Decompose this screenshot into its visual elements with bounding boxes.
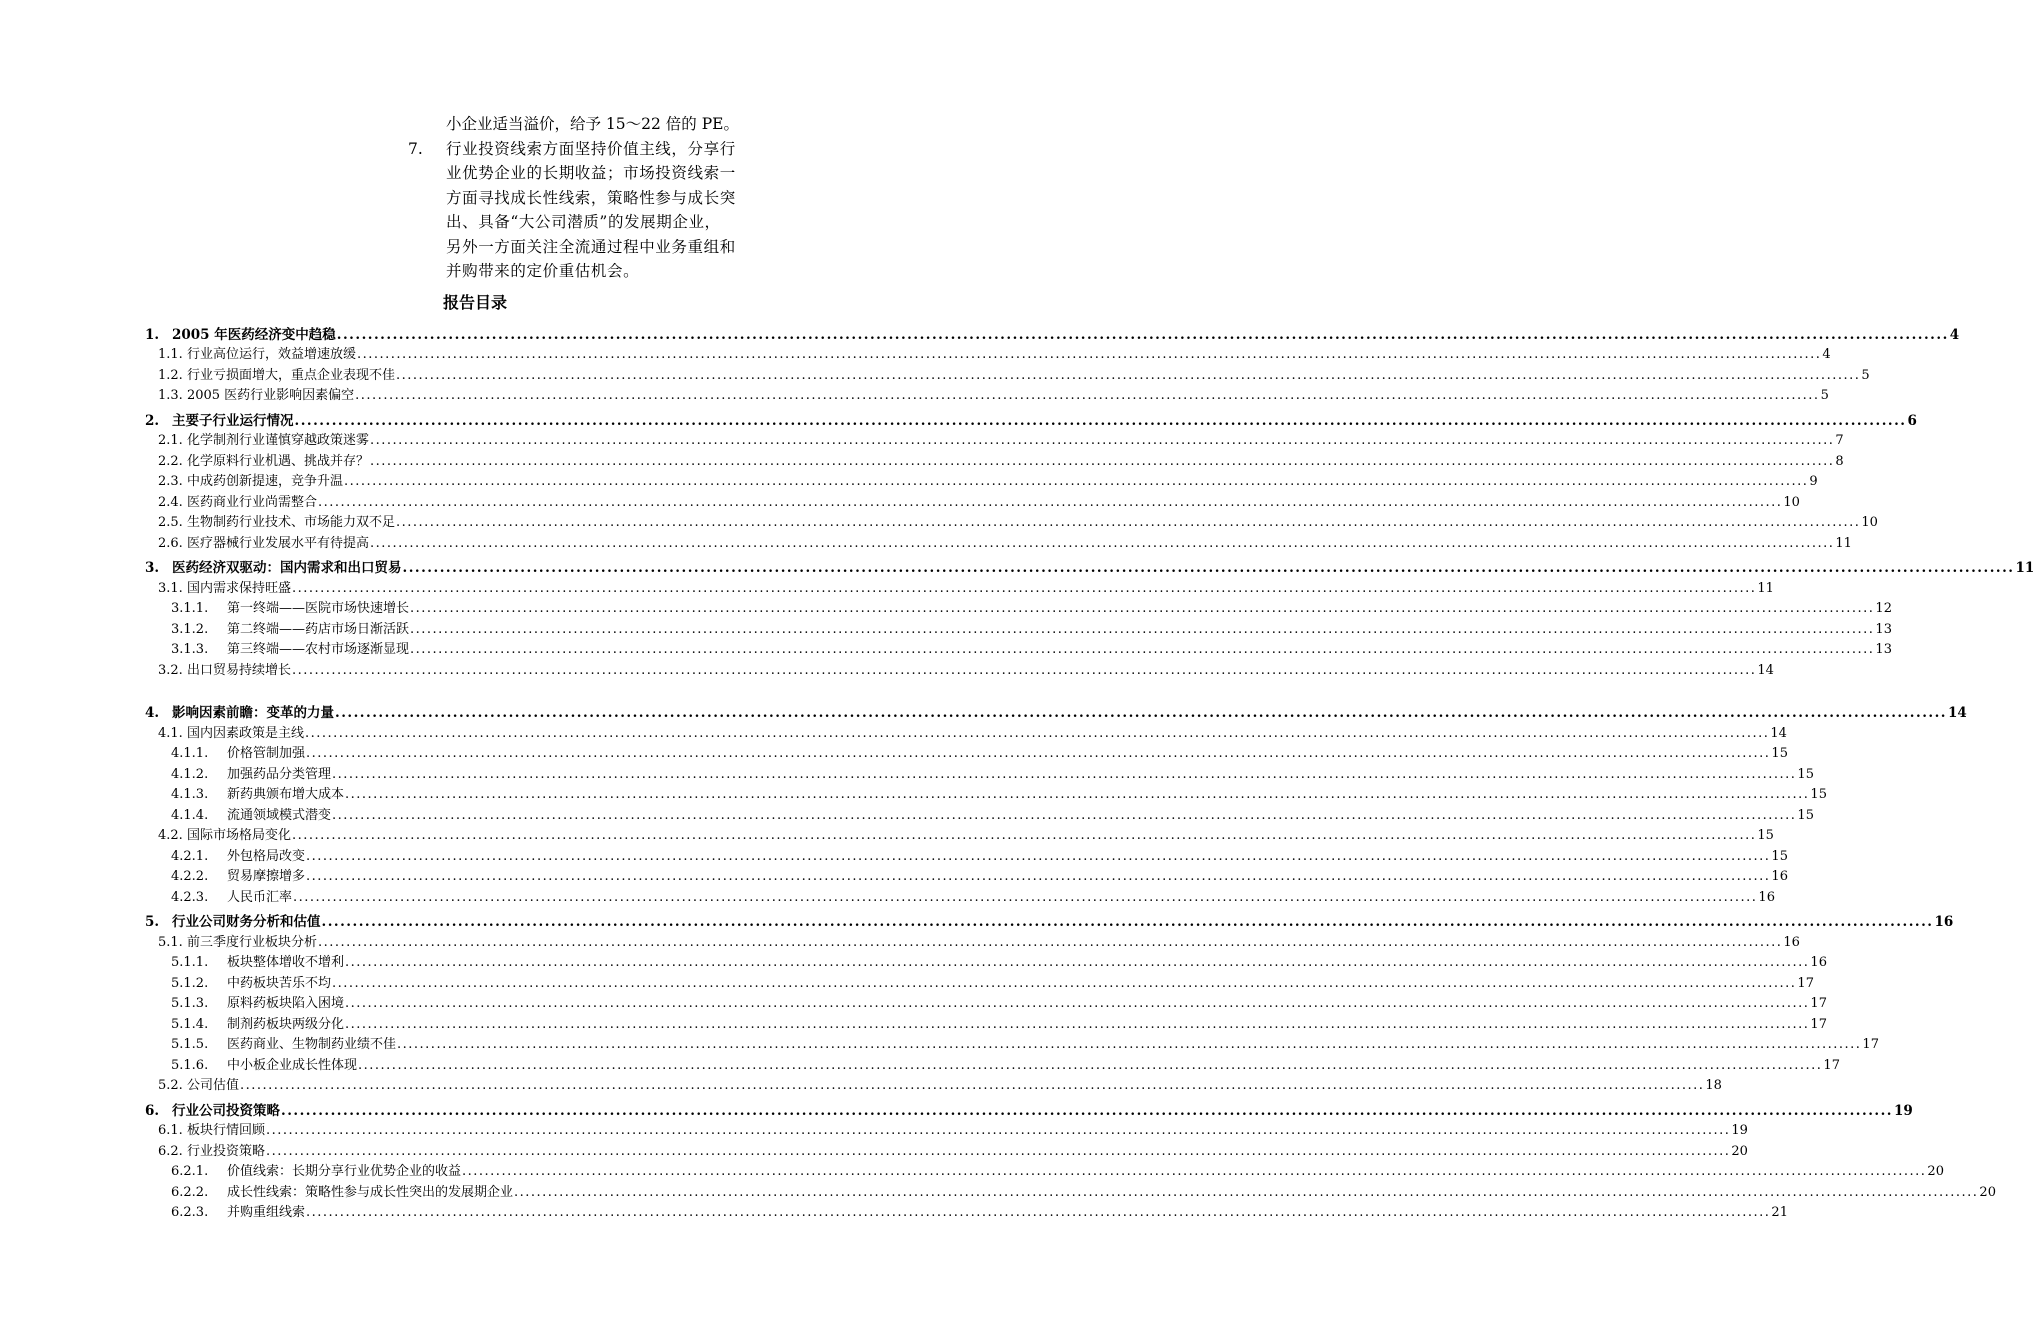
toc-page-number: 5 — [1820, 388, 1829, 403]
toc-subsubsection-entry[interactable] — [145, 617, 1892, 638]
toc-subsubsection-entry[interactable] — [145, 1160, 1944, 1181]
toc-entry-number: 6.2.2. — [171, 1184, 209, 1200]
toc-page-number: 17 — [1797, 975, 1814, 991]
toc-subsection-entry[interactable] — [145, 658, 1774, 679]
toc-page-number: 15 — [1757, 828, 1774, 843]
toc-page-number: 15 — [1797, 807, 1814, 823]
toc-leader-dots: .................................................................................................................................................................................................................................................................... — [410, 601, 1875, 616]
toc-leader-dots: .................................................................................................................................................................................................................................................................... — [317, 934, 1783, 950]
toc-page-number: 15 — [1771, 746, 1788, 761]
toc-entry-number: 6.2.1. — [171, 1164, 209, 1179]
toc-page-number: 11 — [1835, 535, 1852, 551]
toc-subsubsection-entry[interactable] — [145, 971, 1814, 992]
toc-subsubsection-entry[interactable] — [145, 597, 1892, 618]
toc-page-number: 20 — [1927, 1164, 1944, 1179]
toc-leader-dots: .................................................................................................................................................................................................................................................................... — [343, 474, 1809, 489]
toc-entry-title: 2005 年医药经济变中趋稳 — [172, 326, 336, 343]
toc-subsubsection-entry[interactable] — [145, 992, 1827, 1013]
toc-subsection-entry[interactable] — [145, 470, 1818, 491]
intro-item-line: 行业投资线索方面坚持价值主线，分享行 — [446, 139, 736, 158]
toc-subsubsection-entry[interactable] — [145, 1053, 1840, 1074]
intro-item-body — [446, 137, 808, 284]
toc-entry-number: 4. — [145, 705, 160, 721]
toc-entry-title: 第一终端——医院市场快速增长 — [227, 601, 410, 616]
toc-leader-dots: .................................................................................................................................................................................................................................................................... — [291, 580, 1757, 596]
toc-leader-dots: .................................................................................................................................................................................................................................................................... — [332, 807, 1797, 823]
toc-leader-dots: .................................................................................................................................................................................................................................................................... — [395, 515, 1861, 530]
toc-page-number: 13 — [1875, 642, 1892, 657]
toc-page-number: 10 — [1783, 494, 1800, 510]
toc-entry-title: 2.4. 医药商业行业尚需整合 — [158, 494, 317, 510]
toc-subsubsection-entry[interactable] — [145, 865, 1788, 886]
toc-subsection-entry[interactable] — [145, 449, 1844, 470]
toc-entry-title: 成长性线索：策略性参与成长性突出的发展期企业 — [227, 1184, 514, 1200]
toc-leader-dots: .................................................................................................................................................................................................................................................................... — [306, 848, 1771, 864]
toc-page-number: 11 — [2015, 560, 2034, 576]
toc-subsubsection-entry[interactable] — [145, 1033, 1879, 1054]
toc-leader-dots: .................................................................................................................................................................................................................................................................... — [514, 1184, 1979, 1200]
toc-entry-title: 影响因素前瞻：变革的力量 — [172, 705, 334, 721]
toc-entry-title: 板块整体增收不增利 — [227, 955, 345, 970]
toc-entry-title: 医药经济双驱动：国内需求和出口贸易 — [172, 560, 402, 576]
toc-leader-dots: .................................................................................................................................................................................................................................................................... — [306, 1205, 1771, 1220]
toc-page-number: 16 — [1771, 869, 1788, 884]
toc-page-number: 17 — [1862, 1037, 1879, 1052]
toc-page-number: 17 — [1810, 996, 1827, 1011]
toc-entry-number: 5.1.4. — [171, 1016, 209, 1032]
intro-item-number: 7. — [408, 139, 423, 158]
toc-leader-dots: .................................................................................................................................................................................................................................................................... — [395, 367, 1861, 383]
toc-subsubsection-entry[interactable] — [145, 885, 1775, 906]
toc-subsection-entry[interactable] — [145, 384, 1829, 405]
toc-page-number: 15 — [1771, 848, 1788, 864]
toc-entry-title: 价格管制加强 — [227, 746, 306, 761]
toc-leader-dots: .................................................................................................................................................................................................................................................................... — [281, 1102, 1893, 1119]
toc-leader-dots: .................................................................................................................................................................................................................................................................... — [410, 642, 1875, 657]
toc-leader-dots: .................................................................................................................................................................................................................................................................... — [332, 766, 1797, 782]
toc-page-number: 12 — [1875, 601, 1892, 616]
toc-entry-title: 4.2. 国际市场格局变化 — [158, 828, 291, 843]
toc-entry-title: 制剂药板块两级分化 — [227, 1016, 345, 1032]
toc-leader-dots: .................................................................................................................................................................................................................................................................... — [306, 869, 1771, 884]
toc-page-number: 21 — [1771, 1205, 1788, 1220]
toc-entry-number: 3.1.1. — [171, 601, 209, 616]
toc-entry-number: 4.1.1. — [171, 746, 209, 761]
toc-subsubsection-entry[interactable] — [145, 1012, 1827, 1033]
toc-entry-title: 贸易摩擦增多 — [227, 869, 306, 884]
toc-entry-number: 4.1.3. — [171, 787, 209, 802]
toc-entry-number: 2. — [145, 412, 160, 429]
toc-entry-number: 4.2.3. — [171, 889, 209, 905]
toc-entry-title: 中小板企业成长性体现 — [227, 1057, 358, 1073]
toc-entry-title: 医药商业、生物制药业绩不佳 — [227, 1037, 397, 1052]
toc-entry-number: 3. — [145, 560, 160, 576]
toc-section-heading[interactable] — [145, 556, 2034, 577]
toc-subsection-entry[interactable] — [145, 511, 1878, 532]
toc-entry-title: 并购重组线索 — [227, 1205, 306, 1220]
toc-leader-dots: .................................................................................................................................................................................................................................................................... — [462, 1164, 1927, 1179]
toc-page-number: 4 — [1949, 326, 1960, 343]
toc-leader-dots: .................................................................................................................................................................................................................................................................... — [345, 955, 1810, 970]
toc-entry-title: 3.2. 出口贸易持续增长 — [158, 662, 291, 678]
intro-item-line: 方面寻找成长性线索，策略性参与成长突 — [446, 188, 736, 207]
toc-entry-title: 第三终端——农村市场逐渐显现 — [227, 642, 410, 657]
toc-entry-title: 6.2. 行业投资策略 — [158, 1143, 265, 1159]
toc-leader-dots: .................................................................................................................................................................................................................................................................... — [356, 347, 1822, 362]
toc-entry-title: 5.2. 公司估值 — [158, 1078, 239, 1093]
toc-entry-title: 加强药品分类管理 — [227, 766, 332, 782]
toc-entry-title: 2.6. 医疗器械行业发展水平有待提高 — [158, 535, 369, 551]
toc-subsubsection-entry[interactable] — [145, 844, 1788, 865]
toc-entry-title: 价值线索：长期分享行业优势企业的收益 — [227, 1164, 462, 1179]
toc-page-number: 16 — [1934, 914, 1954, 930]
toc-subsection-entry[interactable] — [145, 576, 1774, 597]
toc-entry-title: 6.1. 板块行情回顾 — [158, 1123, 265, 1138]
toc-page-number: 10 — [1861, 515, 1878, 530]
toc-leader-dots: .................................................................................................................................................................................................................................................................... — [369, 535, 1835, 551]
toc-subsection-entry[interactable] — [145, 1139, 1748, 1160]
toc-entry-number: 6.2.3. — [171, 1205, 209, 1220]
toc-leader-dots: .................................................................................................................................................................................................................................................................... — [304, 725, 1770, 741]
toc-leader-dots: .................................................................................................................................................................................................................................................................... — [265, 1123, 1731, 1138]
toc-page-number: 7 — [1835, 433, 1844, 448]
toc-subsection-entry[interactable] — [145, 721, 1787, 742]
toc-subsection-entry[interactable] — [145, 490, 1800, 511]
toc-subsubsection-entry[interactable] — [145, 742, 1788, 763]
toc-page-number: 15 — [1810, 787, 1827, 802]
toc-entry-number: 3.1.2. — [171, 621, 209, 637]
toc-leader-dots: .................................................................................................................................................................................................................................................................... — [355, 388, 1820, 403]
toc-subsubsection-entry[interactable] — [145, 762, 1814, 783]
intro-text — [408, 112, 808, 284]
toc-entry-number: 4.1.4. — [171, 807, 209, 823]
toc-leader-dots: .................................................................................................................................................................................................................................................................... — [397, 1037, 1862, 1052]
toc-page-number: 19 — [1731, 1123, 1748, 1138]
toc-entry-number: 1. — [145, 326, 160, 343]
toc-page-number: 14 — [1757, 662, 1774, 678]
toc-entry-number: 3.1.3. — [171, 642, 209, 657]
toc-page-number: 15 — [1797, 766, 1814, 782]
toc-section-heading[interactable] — [145, 408, 1917, 429]
intro-item-line: 出、具备“大公司潜质”的发展期企业， — [446, 213, 721, 231]
toc-entry-number: 5. — [145, 914, 160, 930]
toc-subsection-entry[interactable] — [145, 531, 1852, 552]
toc-entry-number: 4.2.2. — [171, 869, 209, 884]
toc-page-number: 14 — [1948, 705, 1967, 721]
toc-subsubsection-entry[interactable] — [145, 951, 1827, 972]
toc-entry-title: 1.1. 行业高位运行，效益增速放缓 — [158, 347, 356, 362]
toc-page-number: 16 — [1758, 889, 1775, 905]
intro-item-line: 并购带来的定价重估机会。 — [446, 262, 640, 280]
toc-leader-dots: .................................................................................................................................................................................................................................................................... — [293, 889, 1758, 905]
toc-leader-dots: .................................................................................................................................................................................................................................................................... — [336, 326, 1949, 343]
toc-leader-dots: .................................................................................................................................................................................................................................................................... — [332, 975, 1797, 991]
toc-entry-number: 5.1.3. — [171, 996, 209, 1011]
toc-entry-title: 行业公司财务分析和估值 — [172, 914, 321, 930]
toc-entry-title: 1.2. 行业亏损面增大，重点企业表现不佳 — [158, 367, 395, 383]
toc-entry-title: 中药板块苦乐不均 — [227, 975, 332, 991]
toc-subsubsection-entry[interactable] — [145, 1180, 1996, 1201]
toc-leader-dots: .................................................................................................................................................................................................................................................................... — [306, 746, 1771, 761]
toc-section-heading[interactable] — [145, 1098, 1913, 1119]
toc-leader-dots: .................................................................................................................................................................................................................................................................... — [345, 787, 1810, 802]
toc-page-number: 8 — [1835, 453, 1844, 469]
intro-item-7 — [408, 137, 808, 284]
toc-entry-title: 行业公司投资策略 — [172, 1102, 280, 1119]
toc-entry-title: 外包格局改变 — [227, 848, 306, 864]
toc-leader-dots: .................................................................................................................................................................................................................................................................... — [265, 1143, 1731, 1159]
toc-entry-title: 4.1. 国内因素政策是主线 — [158, 725, 304, 741]
toc-page-number: 11 — [1757, 580, 1774, 596]
toc-page-number: 17 — [1823, 1057, 1840, 1073]
toc-section-heading[interactable] — [145, 322, 1960, 343]
toc-entry-title: 2.1. 化学制剂行业谨慎穿越政策迷雾 — [158, 433, 369, 448]
toc-leader-dots: .................................................................................................................................................................................................................................................................... — [345, 996, 1810, 1011]
intro-item-line: 另外一方面关注全流通过程中业务重组和 — [446, 237, 736, 256]
toc-subsubsection-entry[interactable] — [145, 803, 1814, 824]
toc-entry-title: 主要子行业运行情况 — [172, 412, 294, 429]
toc-page-number: 16 — [1810, 955, 1827, 970]
toc-subsubsection-entry[interactable] — [145, 1201, 1788, 1222]
toc-leader-dots: .................................................................................................................................................................................................................................................................... — [317, 494, 1783, 510]
toc-entry-number: 5.1.5. — [171, 1037, 209, 1052]
toc-entry-title: 流通领域模式潜变 — [227, 807, 332, 823]
toc-section-heading[interactable] — [145, 701, 1967, 722]
toc-page-number: 14 — [1770, 725, 1787, 741]
toc-page-number: 5 — [1861, 367, 1870, 383]
toc-entry-number: 6. — [145, 1102, 160, 1119]
toc-page-number: 13 — [1875, 621, 1892, 637]
toc-subsection-entry[interactable] — [145, 343, 1831, 364]
toc-subsubsection-entry[interactable] — [145, 783, 1827, 804]
toc-entry-title: 2.2. 化学原料行业机遇、挑战并存？ — [158, 453, 369, 469]
toc-entry-title: 原料药板块陷入困境 — [227, 996, 345, 1011]
toc-section-heading[interactable] — [145, 910, 1954, 931]
toc-leader-dots: .................................................................................................................................................................................................................................................................... — [321, 914, 1934, 930]
toc-entry-title: 2.5. 生物制药行业技术、市场能力双不足 — [158, 515, 395, 530]
toc-entry-title: 3.1. 国内需求保持旺盛 — [158, 580, 291, 596]
toc-leader-dots: .................................................................................................................................................................................................................................................................... — [335, 705, 1947, 721]
toc-page-number: 19 — [1894, 1102, 1913, 1119]
toc-entry-number: 5.1.6. — [171, 1057, 209, 1073]
toc-section-gap — [145, 679, 940, 701]
toc-subsection-entry[interactable] — [145, 1119, 1748, 1140]
toc-entry-title: 第二终端——药店市场日渐活跃 — [227, 621, 410, 637]
toc-leader-dots: .................................................................................................................................................................................................................................................................... — [369, 433, 1835, 448]
toc-subsection-entry[interactable] — [145, 824, 1774, 845]
toc-page-number: 17 — [1810, 1016, 1827, 1032]
toc-entry-number: 5.1.1. — [171, 955, 209, 970]
toc-entry-title: 1.3. 2005 医药行业影响因素偏空 — [158, 388, 355, 403]
toc-subsection-entry[interactable] — [145, 429, 1844, 450]
toc-leader-dots: .................................................................................................................................................................................................................................................................... — [294, 412, 1907, 429]
toc-entry-title: 人民币汇率 — [227, 889, 293, 905]
toc-leader-dots: .................................................................................................................................................................................................................................................................... — [410, 621, 1875, 637]
toc-page-number: 20 — [1979, 1184, 1996, 1200]
toc-leader-dots: .................................................................................................................................................................................................................................................................... — [369, 453, 1835, 469]
toc-leader-dots: .................................................................................................................................................................................................................................................................... — [345, 1016, 1810, 1032]
toc-title: 报告目录 — [442, 293, 507, 312]
toc-entry-title: 2.3. 中成药创新提速，竞争升温 — [158, 474, 343, 489]
toc-page-number: 4 — [1822, 347, 1831, 362]
toc-subsection-entry[interactable] — [145, 930, 1800, 951]
toc-leader-dots: .................................................................................................................................................................................................................................................................... — [239, 1078, 1705, 1093]
toc-subsection-entry[interactable] — [145, 1074, 1722, 1095]
toc-page-number: 6 — [1907, 412, 1917, 429]
intro-continuation: 小企业适当溢价，给予 15～22 倍的 PE。 — [446, 115, 739, 133]
toc-leader-dots: .................................................................................................................................................................................................................................................................... — [291, 828, 1757, 843]
toc-page-number: 20 — [1731, 1143, 1748, 1159]
table-of-contents — [145, 322, 2034, 1221]
toc-page-number: 9 — [1809, 474, 1818, 489]
toc-entry-title: 新药典颁布增大成本 — [227, 787, 345, 802]
toc-entry-number: 4.1.2. — [171, 766, 209, 782]
toc-subsubsection-entry[interactable] — [145, 638, 1892, 659]
toc-page-number: 16 — [1783, 934, 1800, 950]
toc-entry-number: 4.2.1. — [171, 848, 209, 864]
toc-leader-dots: .................................................................................................................................................................................................................................................................... — [402, 560, 2015, 576]
intro-item-line: 业优势企业的长期收益；市场投资线索一 — [446, 164, 736, 182]
toc-leader-dots: .................................................................................................................................................................................................................................................................... — [291, 662, 1757, 678]
toc-page-number: 18 — [1705, 1078, 1722, 1093]
toc-subsection-entry[interactable] — [145, 363, 1870, 384]
toc-leader-dots: .................................................................................................................................................................................................................................................................... — [358, 1057, 1823, 1073]
toc-entry-number: 5.1.2. — [171, 975, 209, 991]
toc-entry-title: 5.1. 前三季度行业板块分析 — [158, 934, 317, 950]
